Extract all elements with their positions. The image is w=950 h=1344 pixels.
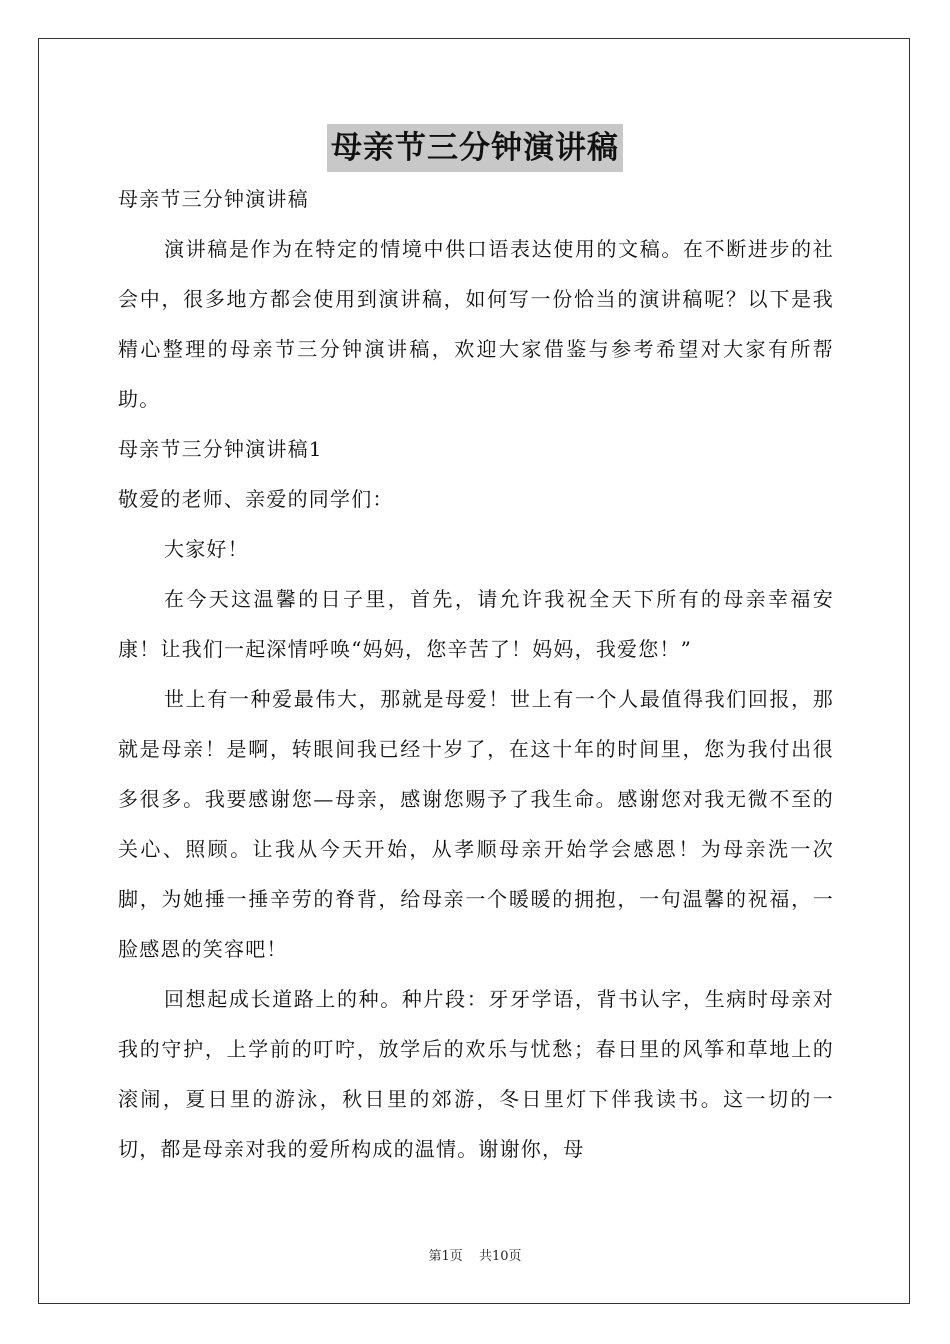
page-footer [0,1245,950,1264]
paragraph: 世上有一种爱最伟大，那就是母爱！世上有一个人最值得我们回报，那就是母亲！是啊，转眼间我已经十岁了，在这十年的时间里，您为我付出很多很多。我要感谢您—母亲，感谢您赐予了我生命。感谢您对我无微不至的关心、照顾。让我从今天开始，从孝顺母亲开始学会感恩！为母亲洗一次脚，为她捶一捶辛劳的脊背，给母亲一个暖暖的拥抱，一句温馨的祝福，一脸感恩的笑容吧！ [118,687,834,961]
page-number: 第1页 [428,1249,463,1264]
page-total: 共10页 [478,1249,522,1264]
paragraph: 回想起成长道路上的种。种片段：牙牙学语，背书认字，生病时母亲对我的守护，上学前的叮咛，放学后的欢乐与忧愁；春日里的风筝和草地上的滚闹，夏日里的游泳，秋日里的郊游，冬日里灯下伴我读书。这一切的一切，都是母亲对我的爱所构成的温情。谢谢你，母 [118,987,834,1161]
document-title: 母亲节三分钟演讲稿 [327,124,623,172]
paragraph: 母亲节三分钟演讲稿 [118,187,309,211]
section-heading: 母亲节三分钟演讲稿1 [118,437,323,461]
greeting: 大家好！ [164,537,249,561]
paragraph: 在今天这温馨的日子里，首先，请允许我祝全天下所有的母亲幸福安康！让我们一起深情呼唤“妈妈，您辛苦了！妈妈，我爱您！” [118,587,834,661]
paragraph: 演讲稿是作为在特定的情境中供口语表达使用的文稿。在不断进步的社会中，很多地方都会使用到演讲稿，如何写一份恰当的演讲稿呢？以下是我精心整理的母亲节三分钟演讲稿，欢迎大家借鉴与参考希望对大家有所帮助。 [118,237,834,411]
title-container [0,124,950,172]
salutation: 敬爱的老师、亲爱的同学们： [118,487,394,511]
document-body [118,174,834,1174]
